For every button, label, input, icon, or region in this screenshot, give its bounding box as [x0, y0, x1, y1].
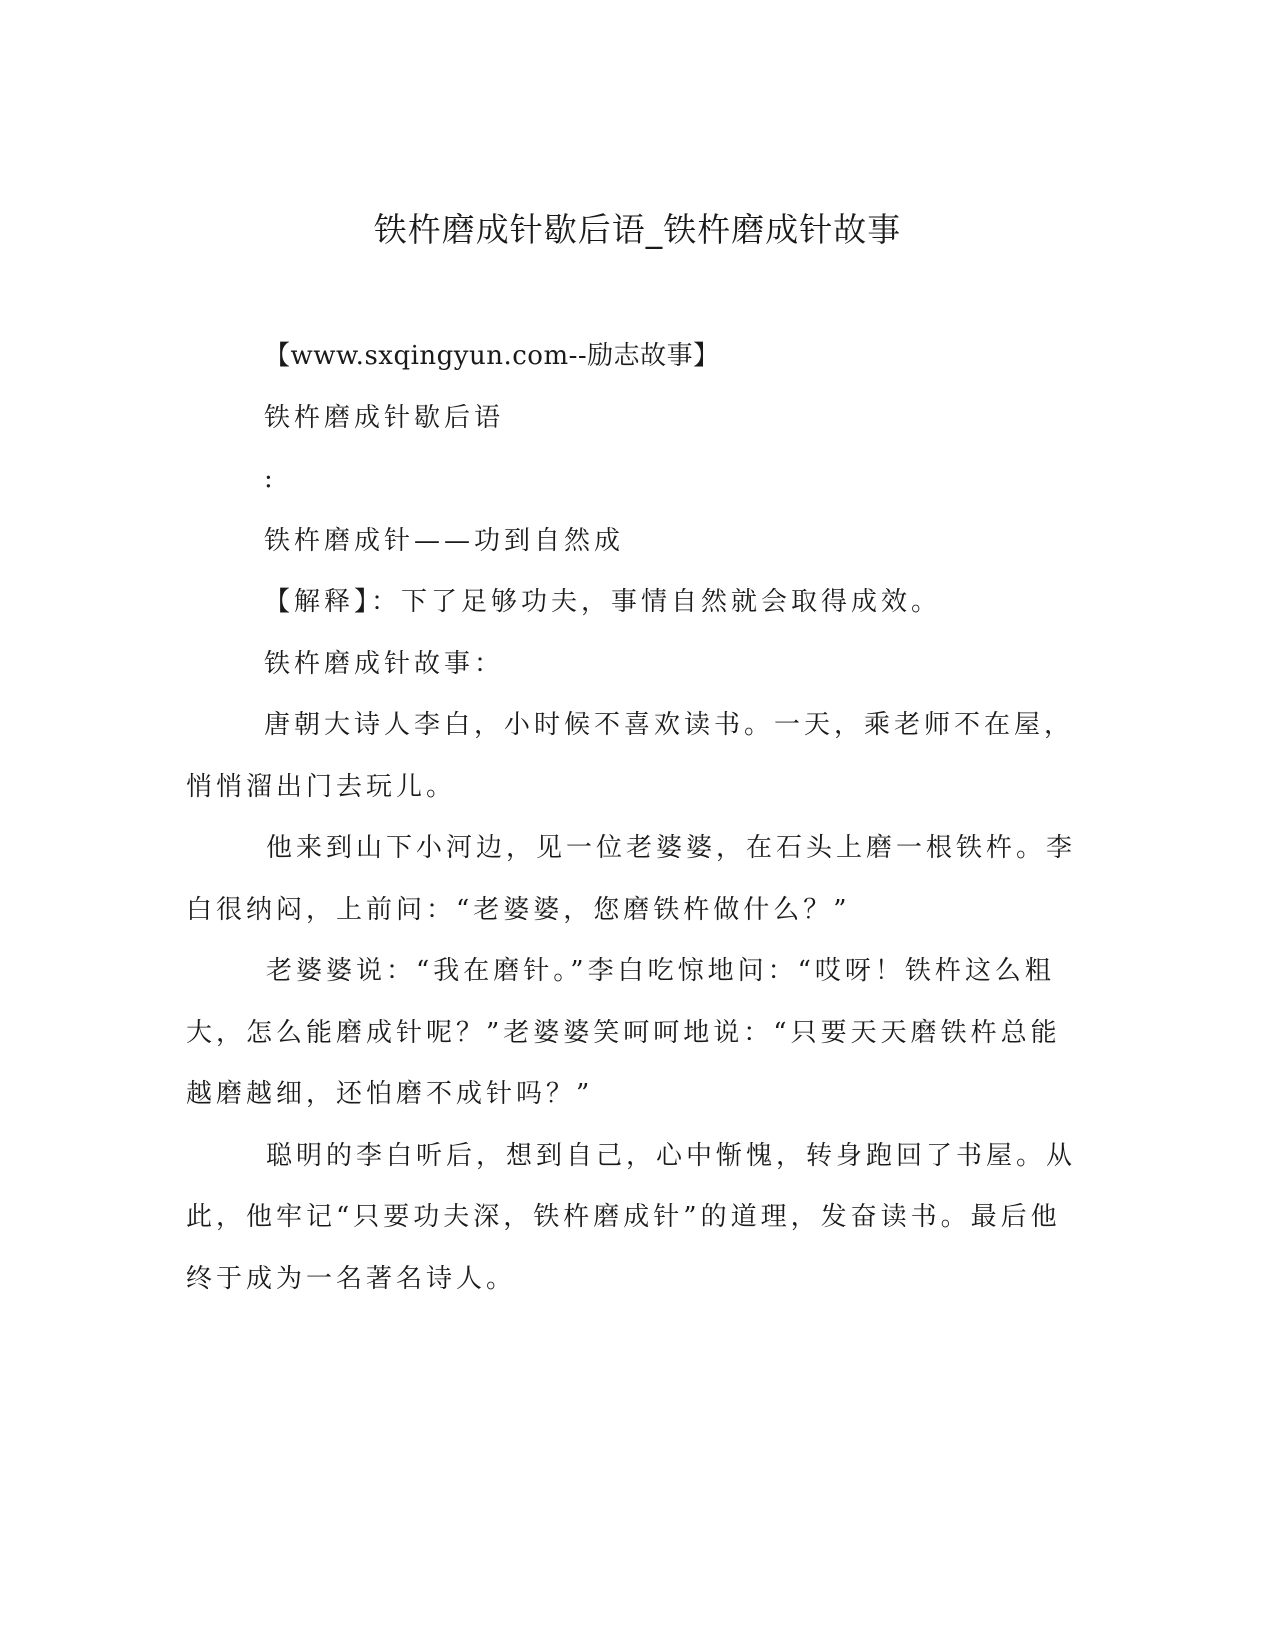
- story-paragraph: 老婆婆说：“我在磨针。”李白吃惊地问：“哎呀！铁杵这么粗大，怎么能磨成针呢？”老婆婆笑呵呵地说：“只要天天磨铁杵总能越磨越细，还怕磨不成针吗？”: [186, 956, 1061, 1109]
- xiehouyu-line: 铁杵磨成针——功到自然成: [264, 525, 625, 556]
- section-heading-xiehouyu: 铁杵磨成针歇后语: [264, 402, 505, 433]
- colon-line: :: [264, 464, 277, 494]
- explanation-line: 【解释】：下了足够功夫，事情自然就会取得成效。: [264, 587, 942, 617]
- document-title: 铁杵磨成针歇后语_铁杵磨成针故事: [373, 210, 902, 249]
- story-paragraph: 聪明的李白听后，想到自己，心中惭愧，转身跑回了书屋。从此，他牢记“只要功夫深，铁杵磨成针”的道理，发奋读书。最后他终于成为一名著名诗人。: [186, 1140, 1077, 1294]
- section-heading-story: 铁杵磨成针故事：: [264, 648, 505, 679]
- story-paragraph: 他来到山下小河边，见一位老婆婆，在石头上磨一根铁杵。李白很纳闷，上前问：“老婆婆，您磨铁杵做什么？”: [186, 833, 1077, 925]
- story-paragraph: 唐朝大诗人李白，小时候不喜欢读书。一天，乘老师不在屋，悄悄溜出门去玩儿。: [186, 710, 1075, 802]
- document-body: [186, 326, 1076, 1310]
- source-line: 【www.sxqingyun.com--励志故事】: [264, 341, 720, 371]
